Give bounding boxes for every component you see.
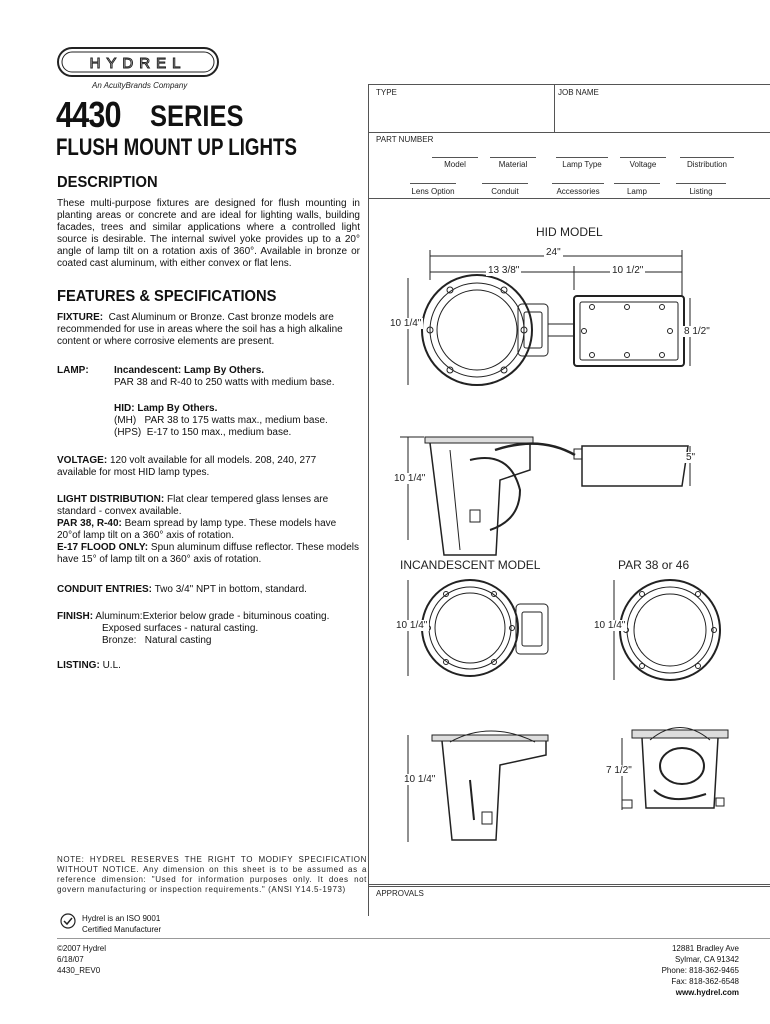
finish-line2: Exposed surfaces - natural casting. xyxy=(102,623,259,634)
distribution-label: LIGHT DISTRIBUTION: xyxy=(57,494,165,505)
hydrel-logo xyxy=(56,44,220,80)
distribution-text: Flat clear tempered glass lenses are standard - convex available. xyxy=(57,494,329,517)
incandescent-model-title: INCANDESCENT MODEL xyxy=(400,558,541,572)
accessories-field[interactable]: Accessories xyxy=(556,187,600,196)
par-side-view xyxy=(622,728,728,811)
series-number: 4430 xyxy=(56,94,121,135)
finish-spec xyxy=(57,611,360,647)
disclaimer-note: NOTE: HYDREL RESERVES THE RIGHT TO MODIFY SPECIFICATION WITHOUT NOTICE. Any dimension on this sheet is to be assumed as a reference dimension: "Used for information purposes only. It does not govern manufacturing or inspection requirements." (ANSI Y14.5-1973) xyxy=(57,855,367,894)
company-line: An AcuityBrands Company xyxy=(92,81,188,90)
hid-top-view xyxy=(408,250,690,385)
lamp-inc-title: Incandescent: Lamp By Others. xyxy=(114,365,265,376)
fax-number: Fax: 818-362-6548 xyxy=(671,977,739,986)
hid-left-dim: 13 3/8" xyxy=(488,265,520,276)
revision-code: 4430_REV0 xyxy=(57,966,101,975)
lamp-hid-mh: (MH) PAR 38 to 175 watts max., medium base. xyxy=(114,415,328,426)
logo-text: HYDREL xyxy=(89,55,187,72)
address-line1: 12881 Bradley Ave xyxy=(671,944,739,953)
finish-label: FINISH: xyxy=(57,611,94,622)
distribution-field[interactable]: Distribution xyxy=(686,160,727,169)
lamp-type-field[interactable]: Lamp Type xyxy=(562,160,602,169)
model-field[interactable]: Model xyxy=(444,160,466,169)
hid-side-height-dim: 10 1/4" xyxy=(394,473,426,484)
fixture-label: FIXTURE: xyxy=(57,312,104,323)
lamp-hid-hps: (HPS) E-17 to 150 max., medium base. xyxy=(114,427,292,438)
hid-height-left-dim: 10 1/4" xyxy=(390,318,422,329)
fixture-text: Cast Aluminum or Bronze. Cast bronze models are recommended for use in areas where the soil has a high alkaline content or where corrosive elements are present. xyxy=(57,312,343,347)
address-line2: Sylmar, CA 91342 xyxy=(674,955,739,964)
inc-height-dim: 10 1/4" xyxy=(396,620,428,631)
iso-line2: Certified Manufacturer xyxy=(82,925,162,934)
hid-overall-dim: 24" xyxy=(546,247,561,258)
lens-option-field[interactable]: Lens Option xyxy=(411,187,455,196)
conduit-label: CONDUIT ENTRIES: xyxy=(57,584,152,595)
job-name-field-label[interactable]: JOB NAME xyxy=(558,88,599,97)
approvals-label: APPROVALS xyxy=(376,889,424,898)
lamp-inc-text: PAR 38 and R-40 to 250 watts with medium base. xyxy=(114,377,335,388)
phone-number: Phone: 818-362-9465 xyxy=(661,966,739,975)
listing-spec xyxy=(57,660,121,672)
features-heading: FEATURES & SPECIFICATIONS xyxy=(57,288,277,305)
hid-model-title: HID MODEL xyxy=(536,225,603,239)
inc-side-height-dim: 10 1/4" xyxy=(404,774,436,785)
series-word: SERIES xyxy=(150,100,244,133)
iso-statement xyxy=(82,913,161,935)
page-subtitle: FLUSH MOUNT UP LIGHTS xyxy=(56,134,297,161)
par-label: PAR 38, R-40: xyxy=(57,518,122,529)
par-text: Beam spread by lamp type. These models have 20°of lamp tilt on a 360° axis of rotation. xyxy=(57,518,337,541)
material-field[interactable]: Material xyxy=(498,160,528,169)
website-link[interactable]: www.hydrel.com xyxy=(675,988,739,997)
lamp-label: LAMP: xyxy=(57,365,89,376)
hid-side-box-dim: 5" xyxy=(686,452,696,463)
conduit-text: Two 3/4" NPT in bottom, standard. xyxy=(154,584,307,595)
footer-right xyxy=(662,943,739,998)
e17-text: Spun aluminum diffuse reflector. These models have 15° of lamp tilt on a 360° axis of rotation. xyxy=(57,542,359,565)
footer-left xyxy=(57,943,106,976)
description-text: These multi-purpose fixtures are designed for flush mounting in planting areas or concrete and are ideal for lighting walls, building facades, trees and similar applications where a controlled light source is desirable. The internal swivel yoke provides up to a 20° angle of lamp tilt on a rotation axis of 360°. Available in bronze or coated cast aluminum, with either convex or flat lens. xyxy=(57,198,360,269)
e17-label: E-17 FLOOD ONLY: xyxy=(57,542,149,553)
par-height-dim: 10 1/4" xyxy=(594,620,626,631)
hid-height-right-dim: 8 1/2" xyxy=(684,326,710,337)
lamp-hid-title: HID: Lamp By Others. xyxy=(114,403,218,414)
part-number-label: PART NUMBER xyxy=(376,135,434,144)
voltage-text: 120 volt available for all models. 208, 240, 277 available for most HID lamp types. xyxy=(57,455,317,478)
conduit-field[interactable]: Conduit xyxy=(491,187,519,196)
lamp-spec xyxy=(114,365,364,439)
par-top-view xyxy=(614,580,720,680)
voltage-label: VOLTAGE: xyxy=(57,455,108,466)
hid-side-view xyxy=(400,437,690,555)
iso-badge-icon xyxy=(60,913,76,929)
type-field-label[interactable]: TYPE xyxy=(376,88,397,97)
description-heading: DESCRIPTION xyxy=(57,174,158,191)
par-model-title: PAR 38 or 46 xyxy=(618,558,690,572)
listing-text: U.L. xyxy=(102,660,121,671)
voltage-spec xyxy=(57,455,332,479)
voltage-field[interactable]: Voltage xyxy=(629,160,657,169)
incandescent-side-view xyxy=(408,731,548,842)
conduit-spec xyxy=(57,584,360,596)
revision-date: 6/18/07 xyxy=(57,955,84,964)
copyright: ©2007 Hydrel xyxy=(57,944,107,953)
listing-label: LISTING: xyxy=(57,660,100,671)
lamp-field[interactable]: Lamp xyxy=(626,187,647,196)
distribution-spec xyxy=(57,494,360,566)
finish-line1: Aluminum:Exterior below grade - bituminous coating. xyxy=(95,611,330,622)
fixture-spec xyxy=(57,312,360,348)
finish-line3: Bronze: Natural casting xyxy=(102,635,212,646)
iso-line1: Hydrel is an ISO 9001 xyxy=(82,914,161,923)
hid-right-dim: 10 1/2" xyxy=(612,265,644,276)
par-side-height-dim: 7 1/2" xyxy=(606,765,632,776)
listing-field[interactable]: Listing xyxy=(689,187,713,196)
